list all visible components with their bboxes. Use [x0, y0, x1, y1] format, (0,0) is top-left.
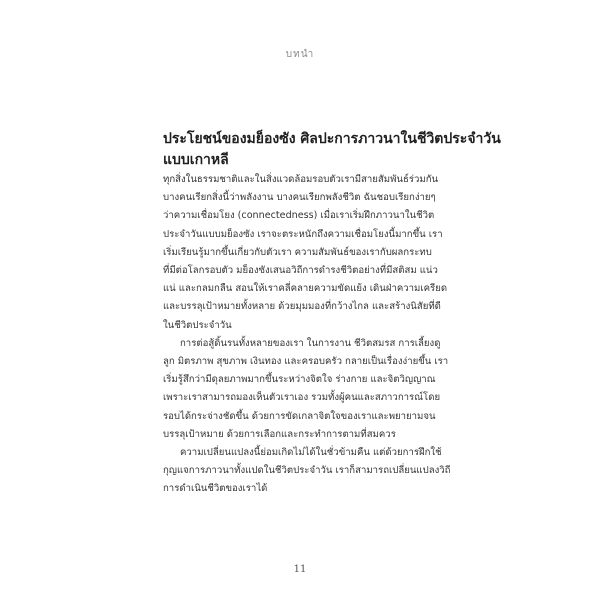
section-heading-line: แบบเกาหลี — [163, 152, 229, 168]
text-line: ที่มีต่อโลกรอบตัว มย็องซังเสนอวิถีการดำรงชีวิตอย่างที่มีสติสม แน่ว — [163, 265, 438, 277]
text-line: ทุกสิ่งในธรรมชาติและในสิ่งแวดล้อมรอบตัวเรามีสายสัมพันธ์ร่วมกัน — [163, 174, 439, 185]
text-line: การดำเนินชีวิตของเราได้ — [163, 483, 268, 495]
text-line: ลูก มิตรภาพ สุขภาพ เงินทอง และครอบครัว กลายเป็นเรื่องง่ายขึ้น เรา — [163, 356, 449, 368]
text-line: เพราะเราสามารถมองเห็นตัวเราเอง รวมทั้งผู้คนและสภาวการณ์โดย — [163, 392, 441, 404]
section-heading-line: ประโยชน์ของมย็องซัง ศิลปะการภาวนาในชีวิตประจำวัน — [163, 131, 501, 147]
text-line: ความเปลี่ยนแปลงนี้ย่อมเกิดไม่ได้ในชั่วข้ามคืน แต่ด้วยการฝึกใช้ — [180, 447, 442, 459]
text-line: เริ่มเรียนรู้มากขึ้นเกี่ยวกับตัวเรา ความสัมพันธ์ของเรากับผลกระทบ — [163, 246, 432, 258]
text-line: ประจำวันแบบมย็องซัง เราจะตระหนักถึงความเชื่อมโยงนี้มากขึ้น เรา — [163, 228, 443, 240]
paragraph — [163, 444, 463, 499]
section-heading — [163, 129, 501, 171]
body-text — [163, 171, 463, 499]
text-line: เริ่มรู้สึกว่ามีดุลยภาพมากขึ้นระหว่างจิตใจ ร่างกาย และจิตวิญญาณ — [163, 374, 436, 386]
text-line: กุญแจการภาวนาทั้งแปดในชีวิตประจำวัน เราก็สามารถเปลี่ยนแปลงวิถี — [163, 465, 451, 477]
running-head: บทนำ — [285, 49, 315, 60]
page-number: 11 — [293, 564, 307, 575]
paragraph — [163, 171, 463, 335]
text-line: แน่ และกลมกลืน สอนให้เราคลี่คลายความขัดแย้ง เดินฝ่าความเครียด — [163, 283, 448, 295]
text-line: ในชีวิตประจำวัน — [163, 319, 232, 331]
text-line: บางคนเรียกสิ่งนี้ว่าพลังงาน บางคนเรียกพลังชีวิต ฉันชอบเรียกง่ายๆ — [163, 192, 436, 204]
text-line: และบรรลุเป้าหมายทั้งหลาย ด้วยมุมมองที่กว้างไกล และสร้างนิสัยที่ดี — [163, 301, 441, 313]
text-line: บรรลุเป้าหมาย ด้วยการเลือกและกระทำการตามที่สมควร — [163, 428, 396, 440]
paragraph — [163, 335, 463, 444]
text-line: ว่าความเชื่อมโยง (connectedness) เมื่อเราเริ่มฝึกภาวนาในชีวิต — [163, 210, 435, 222]
text-line: รอบได้กระจ่างชัดขึ้น ด้วยการขัดเกลาจิตใจของเราและพยายามจน — [163, 410, 436, 422]
text-line: การต่อสู้ดิ้นรนทั้งหลายของเรา ในการงาน ชีวิตสมรส การเลี้ยงดู — [180, 337, 441, 349]
